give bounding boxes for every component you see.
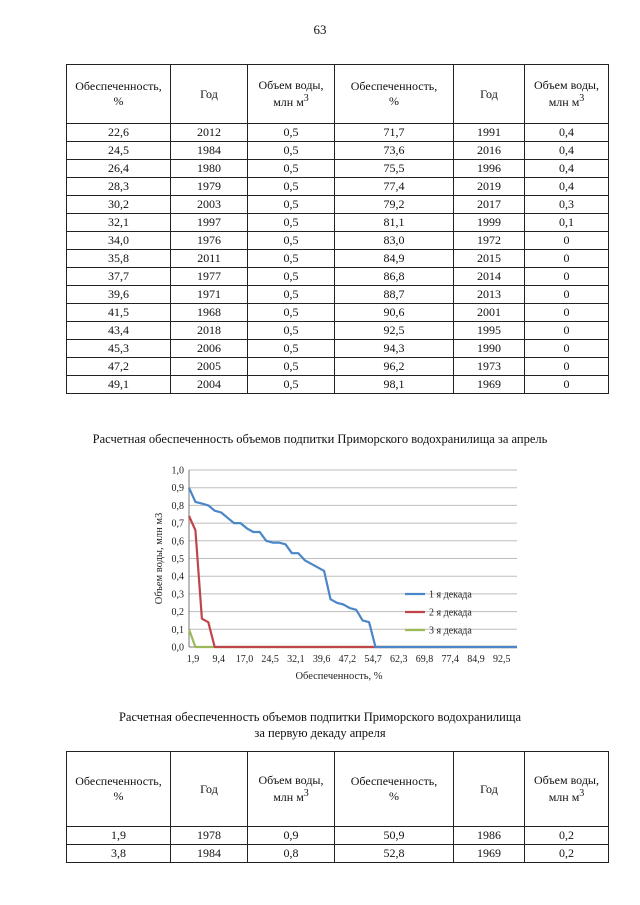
table-cell: 1996 (454, 160, 525, 178)
chart-caption: Расчетная обеспеченность объемов подпитки Приморского водохранилища за апрель (92, 432, 548, 446)
table-cell: 0,3 (525, 196, 609, 214)
header-supply: Обеспеченность, % (67, 752, 171, 827)
table-cell: 0 (525, 286, 609, 304)
table-cell: 84,9 (335, 250, 454, 268)
table-cell: 1995 (454, 322, 525, 340)
table-cell: 1997 (171, 214, 248, 232)
table-row (67, 268, 609, 286)
table-cell: 86,8 (335, 268, 454, 286)
y-tick-label: 0,6 (171, 536, 184, 548)
table-cell: 2005 (171, 358, 248, 376)
table-cell: 32,1 (67, 214, 171, 232)
x-tick-label: 69,8 (415, 654, 434, 665)
table-header-row (67, 65, 609, 124)
table-cell: 0 (525, 304, 609, 322)
page-number: 63 (313, 22, 327, 37)
table2-caption-line2: за первую декаду апреля (254, 726, 386, 740)
table-cell: 2003 (171, 196, 248, 214)
table-cell: 0,2 (525, 845, 609, 863)
table-cell: 0,4 (525, 124, 609, 142)
table-cell: 0 (525, 358, 609, 376)
x-axis-label: Обеспеченность, % (295, 671, 383, 682)
table-cell: 0,5 (248, 268, 335, 286)
table-row (67, 232, 609, 250)
table-cell: 2014 (454, 268, 525, 286)
table-cell: 34,0 (67, 232, 171, 250)
table-row (67, 358, 609, 376)
x-tick-label: 17,0 (235, 654, 254, 665)
supply-chart (150, 458, 530, 688)
table-row (67, 304, 609, 322)
table-cell: 0,5 (248, 178, 335, 196)
table-cell: 35,8 (67, 250, 171, 268)
table-cell: 2013 (454, 286, 525, 304)
table-cell: 75,5 (335, 160, 454, 178)
supply-table (66, 64, 609, 394)
table-cell: 0,2 (525, 827, 609, 845)
table-row (67, 322, 609, 340)
table-cell: 2006 (171, 340, 248, 358)
table-cell: 37,7 (67, 268, 171, 286)
table-cell: 71,7 (335, 124, 454, 142)
table-cell: 0,5 (248, 124, 335, 142)
x-tick-label: 9,4 (212, 654, 225, 665)
table-cell: 39,6 (67, 286, 171, 304)
table-cell: 2019 (454, 178, 525, 196)
table-cell: 2015 (454, 250, 525, 268)
table-cell: 26,4 (67, 160, 171, 178)
table-cell: 0,1 (525, 214, 609, 232)
table-cell: 2018 (171, 322, 248, 340)
header-year-2: Год (454, 65, 525, 124)
table-row (67, 827, 609, 845)
table-cell: 0,5 (248, 286, 335, 304)
x-tick-label: 77,4 (441, 654, 460, 665)
y-axis-label: Объем воды, млн м3 (154, 512, 165, 605)
table-row (67, 250, 609, 268)
table-row (67, 376, 609, 394)
x-tick-label: 47,2 (338, 654, 357, 665)
legend-label: 3 я декада (429, 625, 472, 637)
x-tick-label: 24,5 (261, 654, 279, 665)
x-tick-label: 1,9 (186, 654, 200, 665)
table-cell: 73,6 (335, 142, 454, 160)
table-header-row (67, 752, 609, 827)
table-row (67, 142, 609, 160)
table-cell: 1984 (171, 142, 248, 160)
table-cell: 1978 (171, 827, 248, 845)
header-volume: Объем воды, млн $м^3$ (248, 752, 335, 827)
table-cell: 1990 (454, 340, 525, 358)
table-cell: 1976 (171, 232, 248, 250)
table-cell: 0,5 (248, 214, 335, 232)
table-cell: 49,1 (67, 376, 171, 394)
series-line-1 (189, 488, 517, 647)
y-tick-label: 0,8 (171, 500, 184, 512)
table-cell: 1979 (171, 178, 248, 196)
y-tick-label: 0,5 (171, 554, 184, 565)
table-cell: 1969 (454, 376, 525, 394)
header-year: Год (171, 752, 248, 827)
table-row (67, 124, 609, 142)
table-cell: 2011 (171, 250, 248, 268)
table-row (67, 845, 609, 863)
y-tick-label: 0,1 (171, 624, 184, 636)
legend-label: 2 я декада (429, 607, 472, 619)
table-cell: 0,5 (248, 322, 335, 340)
table-cell: 30,2 (67, 196, 171, 214)
x-tick-label: 39,6 (312, 654, 331, 665)
table-cell: 96,2 (335, 358, 454, 376)
table-cell: 79,2 (335, 196, 454, 214)
header-supply-2: Обеспеченность, % (335, 65, 454, 124)
x-tick-label: 92,5 (492, 654, 511, 665)
table-cell: 1999 (454, 214, 525, 232)
table-cell: 22,6 (67, 124, 171, 142)
table-cell: 92,5 (335, 322, 454, 340)
table-cell: 1991 (454, 124, 525, 142)
table-cell: 0,8 (248, 845, 335, 863)
table-cell: 0,5 (248, 340, 335, 358)
table-cell: 0,5 (248, 160, 335, 178)
table-cell: 1986 (454, 827, 525, 845)
table-cell: 0,4 (525, 142, 609, 160)
table-cell: 2017 (454, 196, 525, 214)
table-cell: 2001 (454, 304, 525, 322)
table-cell: 41,5 (67, 304, 171, 322)
table-cell: 94,3 (335, 340, 454, 358)
table-row (67, 214, 609, 232)
table-cell: 2012 (171, 124, 248, 142)
table2-caption-line1: Расчетная обеспеченность объемов подпитки Приморского водохранилища (118, 710, 522, 724)
table-cell: 52,8 (335, 845, 454, 863)
table-cell: 1977 (171, 268, 248, 286)
x-tick-label: 84,9 (467, 654, 485, 665)
table-cell: 0,5 (248, 376, 335, 394)
table-cell: 0,5 (248, 304, 335, 322)
table-cell: 1971 (171, 286, 248, 304)
table-cell: 2016 (454, 142, 525, 160)
table-body (67, 827, 609, 863)
table-cell: 98,1 (335, 376, 454, 394)
y-tick-label: 0,4 (171, 571, 184, 583)
header-volume-2: Объем воды, млн $м^3$ (525, 752, 609, 827)
table-cell: 0,4 (525, 160, 609, 178)
table-cell: 0 (525, 340, 609, 358)
table-cell: 0,4 (525, 178, 609, 196)
table-body (67, 124, 609, 394)
table-cell: 0,9 (248, 827, 335, 845)
table-cell: 24,5 (67, 142, 171, 160)
table-cell: 28,3 (67, 178, 171, 196)
y-tick-label: 1,0 (171, 465, 184, 477)
table-cell: 0 (525, 250, 609, 268)
table-row (67, 160, 609, 178)
table-cell: 0,5 (248, 232, 335, 250)
table-cell: 1969 (454, 845, 525, 863)
y-tick-label: 0,3 (171, 589, 184, 601)
table-cell: 77,4 (335, 178, 454, 196)
table-cell: 50,9 (335, 827, 454, 845)
table-cell: 1972 (454, 232, 525, 250)
table-row (67, 196, 609, 214)
table-row (67, 340, 609, 358)
table-cell: 83,0 (335, 232, 454, 250)
x-tick-label: 32,1 (287, 654, 305, 665)
table-cell: 1984 (171, 845, 248, 863)
table-cell: 81,1 (335, 214, 454, 232)
header-supply-2: Обеспеченность, % (335, 752, 454, 827)
table-cell: 0 (525, 376, 609, 394)
header-volume-2: Объем воды, млн $м^3$ (525, 65, 609, 124)
table-cell: 0,5 (248, 196, 335, 214)
header-volume: Объем воды, млн $м^3$ (248, 65, 335, 124)
table-cell: 0 (525, 322, 609, 340)
table-cell: 1973 (454, 358, 525, 376)
legend-label: 1 я декада (429, 589, 472, 601)
y-tick-label: 0,7 (171, 518, 184, 530)
table-cell: 0,5 (248, 358, 335, 376)
table-cell: 3,8 (67, 845, 171, 863)
table-cell: 1980 (171, 160, 248, 178)
table-cell: 43,4 (67, 322, 171, 340)
header-year-2: Год (454, 752, 525, 827)
y-tick-label: 0,0 (171, 642, 184, 654)
table-row (67, 286, 609, 304)
table-cell: 1968 (171, 304, 248, 322)
table-cell: 88,7 (335, 286, 454, 304)
header-year: Год (171, 65, 248, 124)
first-decade-table (66, 751, 609, 863)
table-cell: 1,9 (67, 827, 171, 845)
table-cell: 0,5 (248, 142, 335, 160)
y-tick-label: 0,9 (171, 483, 184, 495)
table-cell: 0,5 (248, 250, 335, 268)
table-cell: 0 (525, 268, 609, 286)
table-cell: 0 (525, 232, 609, 250)
table-row (67, 178, 609, 196)
x-tick-label: 54,7 (364, 654, 382, 665)
y-tick-label: 0,2 (171, 607, 184, 619)
x-tick-label: 62,3 (390, 654, 408, 665)
header-supply: Обеспеченность, % (67, 65, 171, 124)
table-cell: 2004 (171, 376, 248, 394)
table-cell: 90,6 (335, 304, 454, 322)
table-cell: 47,2 (67, 358, 171, 376)
table-cell: 45,3 (67, 340, 171, 358)
